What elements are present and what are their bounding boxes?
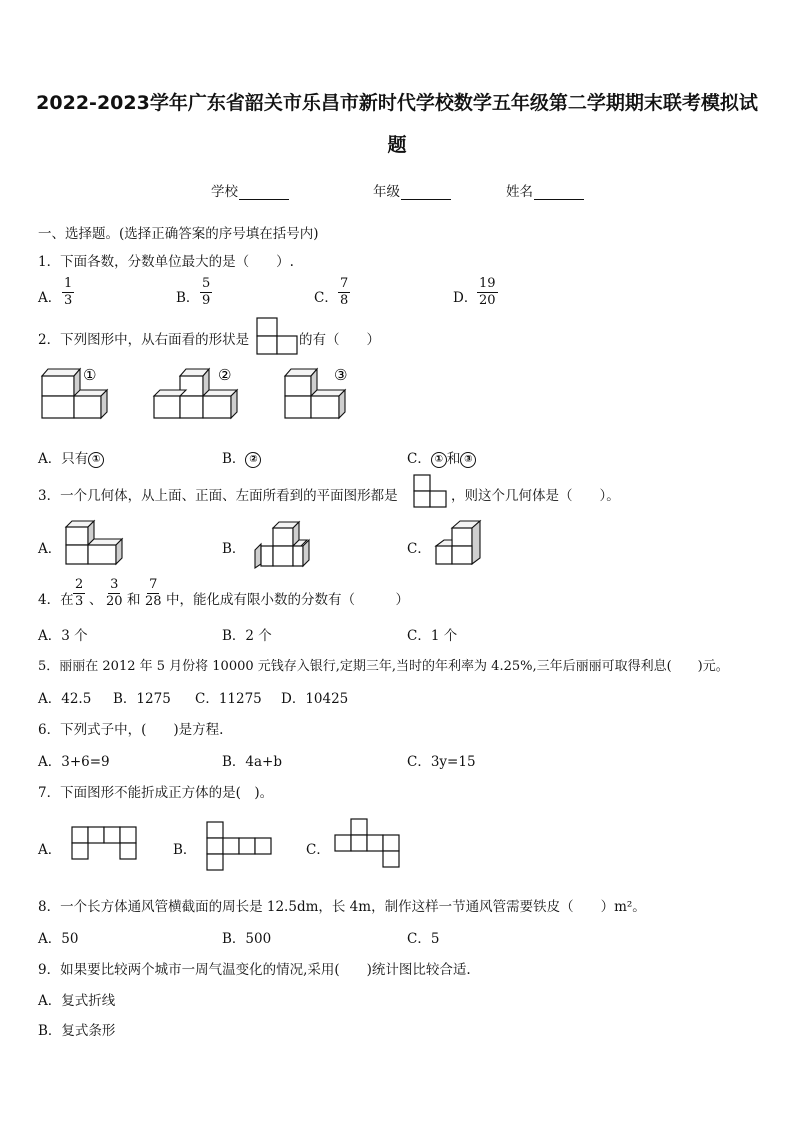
section-heading: 一、选择题。(选择正确答案的序号填在括号内) [38,226,319,242]
q2-figure-2-label [216,366,236,384]
q3-stem-pre: 3．一个几何体，从上面、正面、左面所看到的平面图形都是 [38,488,398,504]
grade-label: 年级 [373,184,400,200]
q2-right-view-figure [256,317,298,357]
name-label: 姓名 [506,184,533,200]
q6-option-b[interactable]: B．4a+b [222,754,283,770]
q1-option-letter: A． [38,290,62,306]
q3-option-a-label[interactable]: A． [38,541,62,557]
q3-stem-post: ，则这个几何体是（ ）。 [451,488,620,504]
q3-view-figure [413,474,447,510]
q7-stem: 7．下面图形不能折成正方体的是( )。 [38,785,274,801]
q7-option-a-label[interactable]: A． [38,842,62,858]
circle-number-icon: ① [431,452,447,468]
school-field[interactable] [211,180,289,200]
page-title-line2: 题 [387,134,407,156]
school-label: 学校 [211,184,238,200]
q1-option-letter: D． [453,290,478,306]
q8-option-b[interactable]: B．500 [222,931,272,947]
q7-option-c-net[interactable] [334,818,406,870]
q4-fraction: $\frac{2}{3}$ [75,577,84,609]
q8-option-a[interactable]: A．50 [38,931,79,947]
q5-stem: 5．丽丽在 2012 年 5 月份将 10000 元钱存入银行,定期三年,当时的年利率为 4.25%,三年后丽丽可取得利息( )元。 [38,659,729,674]
q7-option-b-net[interactable] [206,821,274,873]
q4-fraction: $\frac{7}{28}$ [145,577,162,609]
q3-option-b-label[interactable]: B． [222,541,246,557]
q1-fraction: $\frac{19}{20}$ [479,276,496,308]
q1-stem: 1．下面各数，分数单位最大的是（ ）. [38,254,294,270]
q3-option-c-figure[interactable] [434,520,490,570]
q5-option-d[interactable]: D．10425 [281,691,349,707]
q5-option-a[interactable]: A．42.5 [38,691,92,707]
q1-option-letter: C． [314,290,338,306]
q4-fraction: $\frac{3}{20}$ [106,577,123,609]
circle-number-icon: ③ [460,452,476,468]
q1-fraction: $\frac{5}{9}$ [202,276,211,308]
q4-separator: 、 [89,592,103,608]
q3-option-c-label[interactable]: C． [407,541,431,557]
name-field[interactable] [506,180,584,200]
q9-option-b[interactable]: B．复式条形 [38,1023,116,1039]
q2-figure-label-text: ① [83,366,97,384]
q4-separator: 和 [127,592,141,608]
q6-stem: 6．下列式子中，( )是方程. [38,722,224,738]
q3-option-b-figure[interactable] [253,520,313,572]
q2-figure-label-text: ③ [334,366,348,384]
q2-option-c[interactable]: C． ① 和 ③ [407,447,476,468]
q4-lead: 4．在 [38,592,74,608]
q7-option-b-label[interactable]: B． [173,842,197,858]
q6-option-a[interactable]: A．3+6=9 [38,754,110,770]
q2-option-b[interactable]: B． ② [222,447,261,468]
q1-fraction: $\frac{1}{3}$ [64,276,73,308]
q2-figure-1-label [81,366,101,384]
q1-fraction: $\frac{7}{8}$ [340,276,349,308]
circle-number-icon: ① [88,452,104,468]
grade-blank[interactable] [401,186,451,200]
q9-stem: 9．如果要比较两个城市一周气温变化的情况,采用( )统计图比较合适. [38,962,471,978]
q6-option-c[interactable]: C．3y=15 [407,754,476,770]
q2-figure-label-text: ② [218,366,232,384]
circle-number-icon: ② [245,452,261,468]
page-title-line1: 2022-2023学年广东省韶关市乐昌市新时代学校数学五年级第二学期期末联考模拟试 [36,92,758,114]
q9-option-a[interactable]: A．复式折线 [38,993,116,1009]
q4-option-a[interactable]: A．3 个 [38,628,88,644]
q5-option-c[interactable]: C．11275 [195,691,262,707]
school-blank[interactable] [239,186,289,200]
grade-field[interactable] [373,180,451,200]
q4-option-b[interactable]: B．2 个 [222,628,272,644]
q2-figure-1 [40,366,120,426]
q5-option-b[interactable]: B．1275 [113,691,171,707]
q8-stem: 8．一个长方体通风管横截面的周长是 12.5dm，长 4m，制作这样一节通风管需要铁皮（ ）m²。 [38,899,646,915]
q4-option-c[interactable]: C．1 个 [407,628,458,644]
q7-option-c-label[interactable]: C． [306,842,330,858]
q2-figure-3-label [332,366,352,384]
q7-option-a-net[interactable] [71,826,139,862]
q8-option-c[interactable]: C．5 [407,931,440,947]
q1-option-letter: B． [176,290,200,306]
name-blank[interactable] [534,186,584,200]
q2-stem-post: 的有（ ） [299,332,380,348]
q2-stem-pre: 2．下列图形中，从右面看的形状是 [38,332,250,348]
q3-option-a-figure[interactable] [62,520,132,570]
q2-option-a[interactable]: A．只有 ① [38,447,104,468]
q4-tail: 中，能化成有限小数的分数有（ ） [166,592,409,608]
